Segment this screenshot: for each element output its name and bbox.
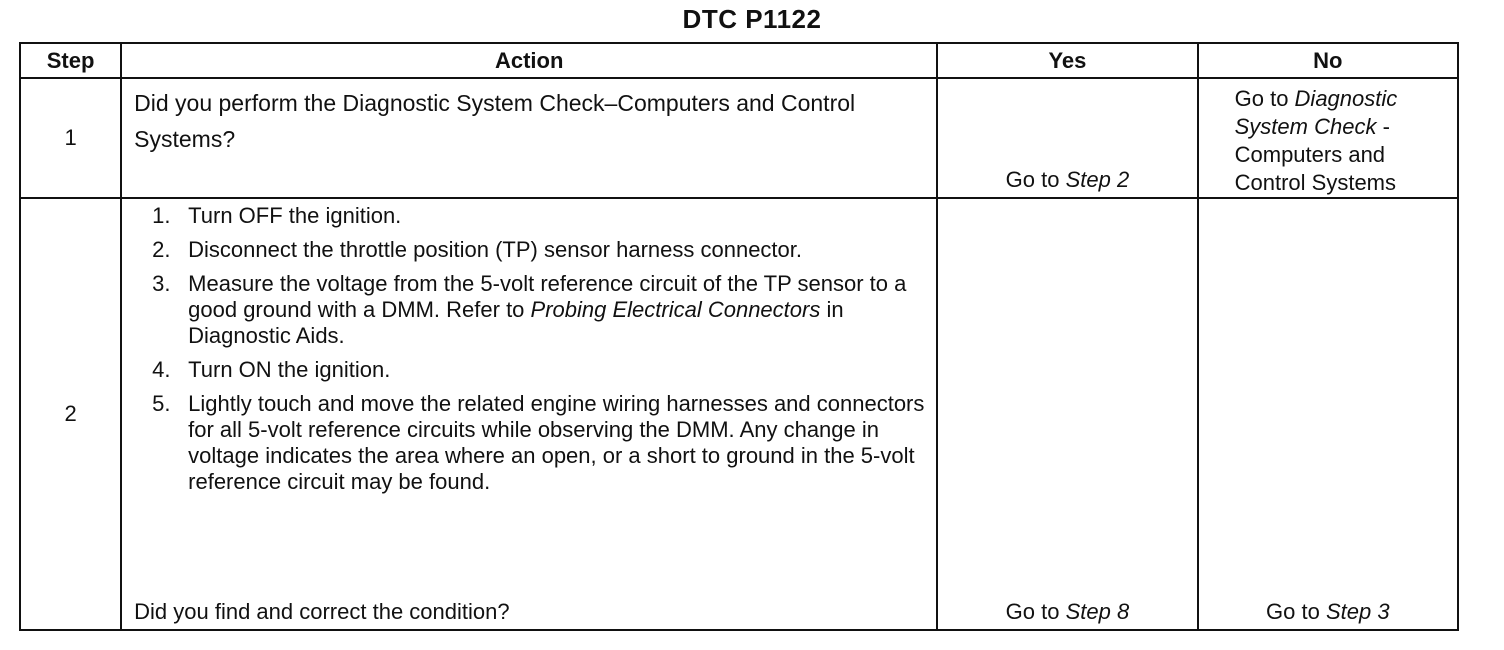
action-question: Did you find and correct the condition? bbox=[134, 599, 510, 624]
list-item: 5. Lightly touch and move the related engine wiring harnesses and connectors for all 5-volt reference circuits while observing the DMM. Any change in voltage indicates the area where an open, or a short to ground in the 5-volt reference circuit may be found. bbox=[152, 391, 925, 494]
step-link[interactable]: Step 3 bbox=[1325, 599, 1390, 624]
header-action: Action bbox=[121, 43, 937, 78]
table-row bbox=[20, 78, 1458, 198]
header-no: No bbox=[1198, 43, 1458, 78]
table-header-row bbox=[20, 43, 1458, 78]
list-item: 1. Turn OFF the ignition. bbox=[152, 203, 402, 228]
list-item: 3. Measure the voltage from the 5-volt reference circuit of the TP sensor to a good ground with a DMM. Refer to Probing Electrical Connectors in Diagnostic Aids. bbox=[152, 271, 907, 348]
page-title: DTC P1122 bbox=[682, 4, 822, 34]
table-row bbox=[20, 198, 1458, 630]
no-result: Go to Step 3 bbox=[1266, 599, 1390, 624]
procedure-list bbox=[152, 203, 926, 503]
header-step: Step bbox=[20, 43, 121, 78]
no-cell bbox=[1198, 198, 1458, 630]
step-link[interactable]: Step 2 bbox=[1065, 167, 1130, 192]
no-result: Go to Diagnostic System Check - Computers and Control Systems bbox=[1234, 86, 1398, 195]
diagnostic-check-link[interactable]: Diagnostic System Check bbox=[1234, 86, 1398, 139]
list-item: 2. Disconnect the throttle position (TP) sensor harness connector. bbox=[152, 237, 803, 262]
step-number: 1 bbox=[20, 78, 121, 198]
action-cell bbox=[121, 198, 937, 630]
list-item: 4. Turn ON the ignition. bbox=[152, 357, 391, 382]
yes-cell bbox=[937, 198, 1197, 630]
action-question: Did you perform the Diagnostic System Check–Computers and Control Systems? bbox=[134, 90, 856, 152]
step-number: 2 bbox=[20, 198, 121, 630]
probing-link[interactable]: Probing Electrical Connectors bbox=[530, 297, 821, 322]
no-cell bbox=[1198, 78, 1458, 198]
diagnostic-table bbox=[19, 42, 1459, 631]
action-cell bbox=[121, 78, 937, 198]
yes-result: Go to Step 2 bbox=[1005, 167, 1130, 192]
step-link[interactable]: Step 8 bbox=[1065, 599, 1130, 624]
yes-cell bbox=[937, 78, 1197, 198]
header-yes: Yes bbox=[937, 43, 1197, 78]
yes-result: Go to Step 8 bbox=[1005, 599, 1130, 624]
